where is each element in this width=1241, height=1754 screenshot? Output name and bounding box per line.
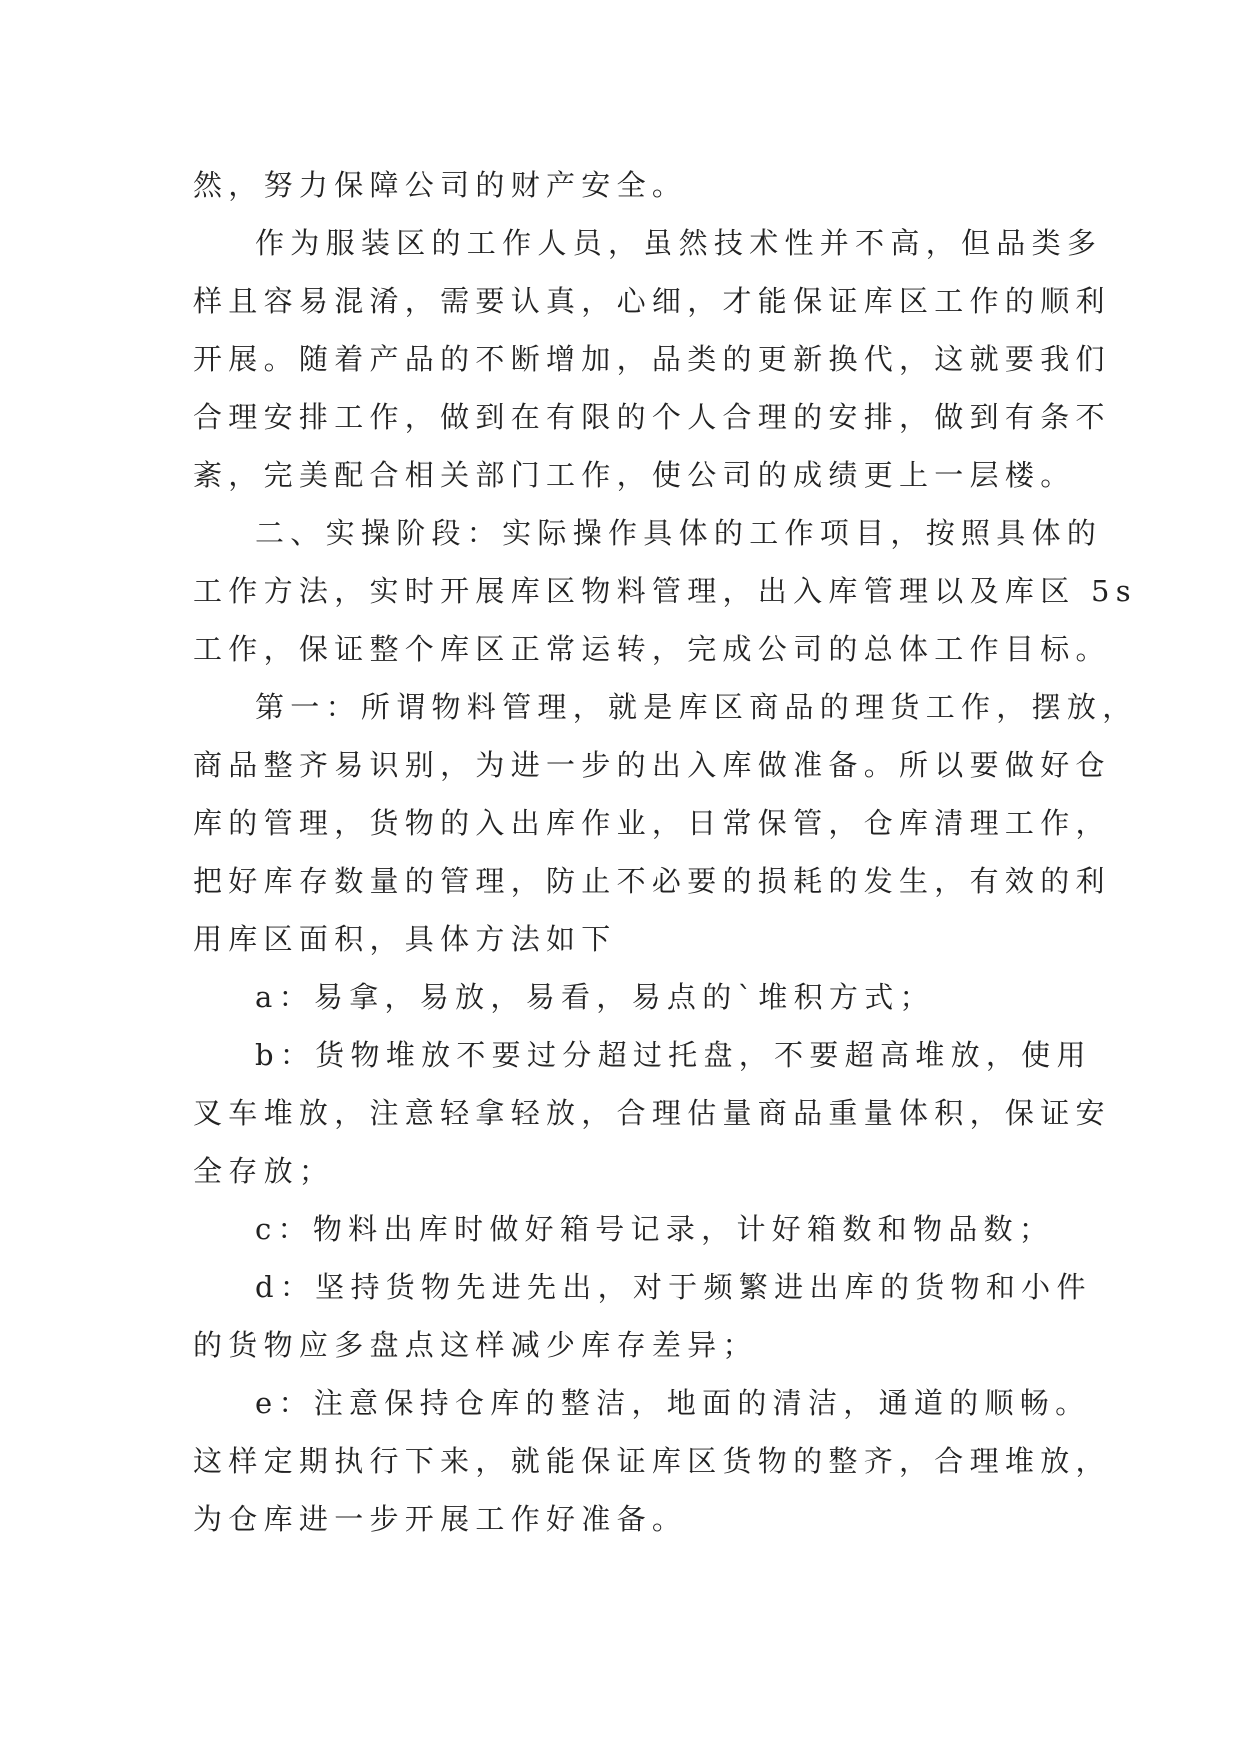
list-item-e: e：注意保持仓库的整洁，地面的清洁，通道的顺畅。: [255, 1386, 1091, 1420]
text-line: 的货物应多盘点这样减少库存差异；: [193, 1328, 758, 1362]
text-line: 这样定期执行下来，就能保证库区货物的整齐，合理堆放，: [193, 1444, 1111, 1478]
list-item-d: d：坚持货物先进先出，对于频繁进出库的货物和小件: [255, 1270, 1092, 1304]
text-line: 用库区面积，具体方法如下: [193, 922, 617, 956]
text-line: 把好库存数量的管理，防止不必要的损耗的发生，有效的利: [193, 864, 1111, 898]
text-line: 然，努力保障公司的财产安全。: [193, 168, 688, 202]
text-line: 工作方法，实时开展库区物料管理，出入库管理以及库区 5s: [193, 574, 1137, 608]
list-item-a: a：易拿，易放，易看，易点的`堆积方式；: [255, 980, 935, 1014]
text-line: 全存放；: [193, 1154, 335, 1188]
text-line: 为仓库进一步开展工作好准备。: [193, 1502, 688, 1536]
paragraph-first-line: 二、实操阶段：实际操作具体的工作项目，按照具体的: [255, 516, 1103, 550]
text-line: 商品整齐易识别，为进一步的出入库做准备。所以要做好仓: [193, 748, 1111, 782]
text-line: 样且容易混淆，需要认真，心细，才能保证库区工作的顺利: [193, 284, 1111, 318]
paragraph-first-line: 作为服装区的工作人员，虽然技术性并不高，但品类多: [255, 226, 1103, 260]
text-line: 合理安排工作，做到在有限的个人合理的安排，做到有条不: [193, 400, 1111, 434]
text-line: 工作，保证整个库区正常运转，完成公司的总体工作目标。: [193, 632, 1111, 666]
text-line: 紊，完美配合相关部门工作，使公司的成绩更上一层楼。: [193, 458, 1076, 492]
paragraph-first-line: 第一：所谓物料管理，就是库区商品的理货工作，摆放，: [255, 690, 1138, 724]
list-item-b: b：货物堆放不要过分超过托盘，不要超高堆放，使用: [255, 1038, 1092, 1072]
text-line: 叉车堆放，注意轻拿轻放，合理估量商品重量体积，保证安: [193, 1096, 1111, 1130]
text-line: 库的管理，货物的入出库作业，日常保管，仓库清理工作，: [193, 806, 1111, 840]
text-line: 开展。随着产品的不断增加，品类的更新换代，这就要我们: [193, 342, 1111, 376]
list-item-c: c：物料出库时做好箱号记录，计好箱数和物品数；: [255, 1212, 1055, 1246]
